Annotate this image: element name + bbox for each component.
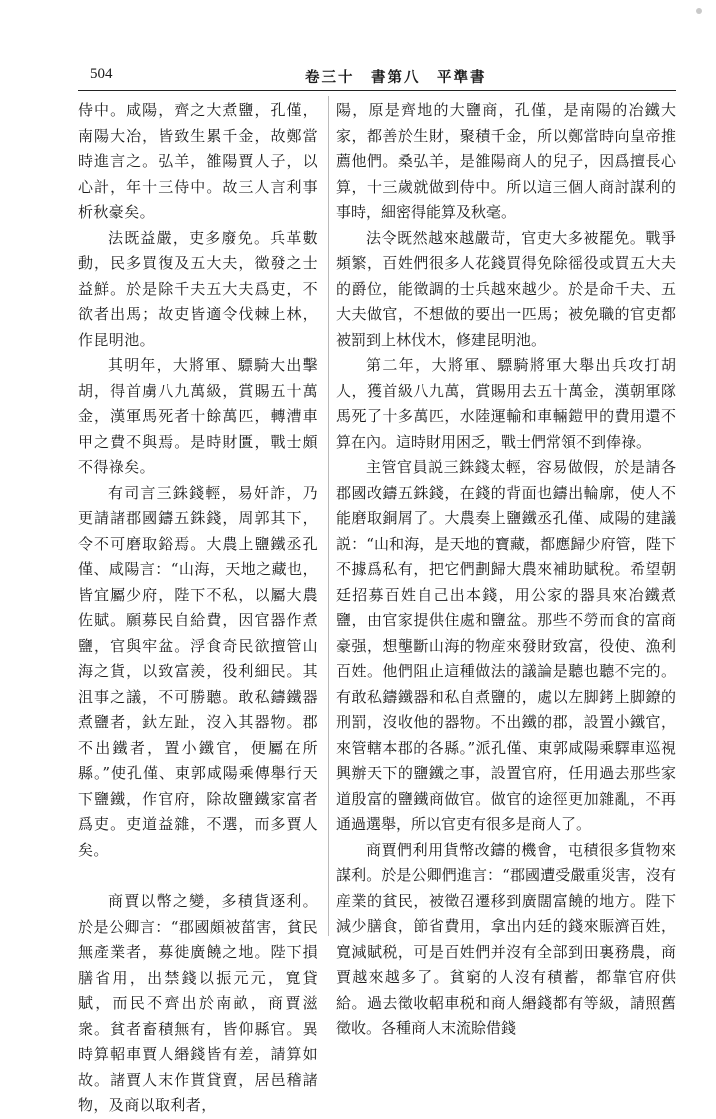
translation-paragraph: 第二年，大將軍、驃騎將軍大舉出兵攻打胡人，獲首級八九萬，賞賜用去五十萬金，漢朝軍隊馬死了十多萬匹，水陸運輸和車輛鎧甲的費用還不算在內。這時財用困乏，戰士們常領不到俸祿。 [336, 356, 676, 451]
text-paragraph: 法既益嚴，吏多廢免。兵革數動，民多買復及五大夫，徵發之士益鮮。於是除千夫五大夫爲吏，不欲者出馬；故吏皆適令伐棘上林，作昆明池。 [78, 228, 318, 349]
classical-text-column [78, 98, 318, 1119]
scan-mark [696, 8, 702, 14]
translation-paragraph: 法令既然越來越嚴苛，官吏大多被罷免。戰爭頻繁，百姓們很多人花錢買得免除徭役或買五大夫的爵位，能徵調的士兵越來越少。於是命千夫、五大夫做官，不想做的要出一匹馬；被免職的官吏都被罰到上林伐木，修建昆明池。 [336, 228, 676, 349]
text-paragraph: 其明年，大將軍、驃騎大出擊胡，得首虜八九萬級，賞賜五十萬金，漢軍馬死者十餘萬匹，轉漕車甲之費不與焉。是時財匱，戰士頗不得祿矣。 [78, 356, 318, 476]
page-header [90, 66, 650, 88]
column-divider [328, 96, 329, 936]
text-paragraph: 侍中。咸陽，齊之大煮鹽，孔僅，南陽大冶，皆致生累千金，故鄭當時進言之。弘羊，雒陽賈人子，以心計，年十三侍中。故三人言利事析秋豪矣。 [78, 101, 318, 221]
page-number: 504 [90, 66, 113, 82]
translation-column [336, 98, 676, 1042]
translation-paragraph: 主管官員説三銖錢太輕，容易做假，於是請各郡國改鑄五銖錢，在錢的背面也鑄出輪廓，使人不能磨取銅屑了。大農奏上鹽鐵丞孔僅、咸陽的建議説：“山和海，是天地的寶藏，都應歸少府管，陛下不據爲私有，把它們劃歸大農來補助賦稅。希望朝廷招募百姓自己出本錢，用公家的器具來冶鐵煮鹽，由官家提供住處和鹽盆。那些不勞而食的富商豪强，想壟斷山海的物産來發財致富，役使、漁利百姓。他們阻止這種做法的議論是聽也聽不完的。有敢私鑄鐵器和私自煮鹽的，處以左脚銬上脚鐐的刑罰，沒收他的器物。不出鐵的郡，設置小鐵官，來管轄本郡的各縣。”派孔僅、東郭咸陽乘驛車巡視興辦天下的鹽鐵之事，設置官府，任用過去那些家道殷富的鹽鐵商做官。做官的途徑更加雜亂，不再通過選舉，所以官吏有很多是商人了。 [336, 458, 676, 833]
text-paragraph: 商賈以幣之變，多積貨逐利。於是公卿言：“郡國頗被菑害，貧民無產業者，募徙廣饒之地。陛下損膳省用，出禁錢以振元元，寬貸賦，而民不齊出於南畝，商賈滋衆。貧者畜積無有，皆仰縣官。異時算軺車賈人緡錢皆有差，請算如故。諸賈人末作貰貸賣，居邑稽諸物，及商以取利者， [78, 892, 318, 1114]
running-title: 卷三十 書第八 平準書 [305, 69, 487, 86]
translation-paragraph: 陽，原是齊地的大鹽商，孔僅，是南陽的冶鐵大家，都善於生財，聚積千金，所以鄭當時向皇帝推薦他們。桑弘羊，是雒陽商人的兒子，因爲擅長心算，十三歲就做到侍中。所以這三個人商討謀利的事時，細密得能算及秋毫。 [336, 101, 676, 221]
translation-paragraph: 商賈們利用貨幣改鑄的機會，屯積很多貨物來謀利。於是公卿們進言：“郡國遭受嚴重災害，沒有産業的貧民，被徵召遷移到廣闊富饒的地方。陛下減少膳食，節省費用，拿出内廷的錢來賑濟百姓，寬減賦税，可是百姓們并沒有全部到田裏務農，商賈越來越多了。貧窮的人沒有積蓄，都靠官府供給。過去徵收軺車税和商人緡錢都有等級，請照舊徵收。各種商人末流賒借錢 [336, 840, 676, 1037]
text-paragraph: 有司言三銖錢輕，易奸詐，乃更請諸郡國鑄五銖錢，周郭其下，令不可磨取鋊焉。大農上鹽鐵丞孔僅、咸陽言：“山海，天地之藏也，皆宜屬少府，陛下不私，以屬大農佐賦。願募民自給費，因官器作煮鹽，官與牢盆。浮食奇民欲擅管山海之貨，以致富羨，役利細民。其沮事之議，不可勝聽。敢私鑄鐵器煮鹽者，釱左趾，沒入其器物。郡不出鐵者，置小鐵官，便屬在所縣。”使孔僅、東郭咸陽乘傳舉行天下鹽鐵，作官府，除故鹽鐵家富者爲吏。吏道益雜，不選，而多賈人矣。 [78, 483, 318, 859]
header-rule [78, 90, 676, 91]
